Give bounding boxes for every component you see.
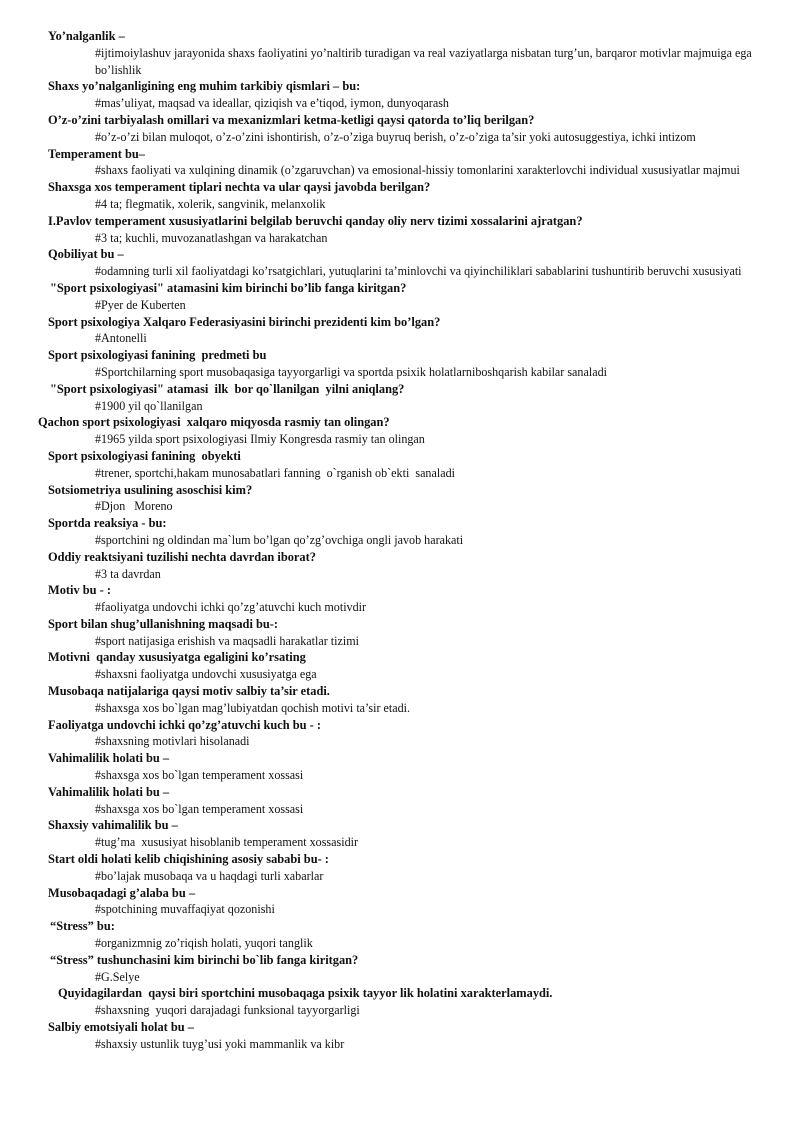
question-text: Qachon sport psixologiyasi xalqaro miqyosda rasmiy tan olingan? xyxy=(38,415,390,430)
qa-item xyxy=(0,78,800,112)
qa-item xyxy=(0,448,800,482)
question-text: Oddiy reaktsiyani tuzilishi nechta davrdan iborat? xyxy=(48,549,316,564)
question-text: “Stress” tushunchasini kim birinchi bo`lib fanga kiritgan? xyxy=(50,952,359,967)
qa-item xyxy=(0,582,800,616)
answer-text: #trener, sportchi,hakam munosabatlari fanning o`rganish ob`ekti sanaladi xyxy=(95,465,455,480)
qa-item xyxy=(0,179,800,213)
question-text: Sport bilan shug’ullanishning maqsadi bu-: xyxy=(48,616,279,631)
answer-text: #mas’uliyat, maqsad va ideallar, qiziqish va e’tiqod, iymon, dunyoqarash xyxy=(95,96,449,111)
answer-text: #1900 yil qo`llanilgan xyxy=(95,398,203,413)
qa-item xyxy=(0,851,800,885)
answer-text: #Djon Moreno xyxy=(95,499,173,514)
answer-text: #shaxsiy ustunlik tuyg’usi yoki mammanlik va kibr xyxy=(95,1036,345,1051)
qa-item xyxy=(0,213,800,247)
question-text: Vahimalilik holati bu – xyxy=(48,751,170,766)
answer-text: #3 ta; kuchli, muvozanatlashgan va harakatchan xyxy=(95,230,328,245)
qa-item xyxy=(0,885,800,919)
question-text: Yo’nalganlik – xyxy=(48,29,125,43)
qa-item xyxy=(0,683,800,717)
question-text: Temperament bu– xyxy=(48,146,145,161)
question-text: Quyidagilardan qaysi biri sportchini musobaqaga psixik tayyor lik holatini xarakterlamaydi. xyxy=(58,986,553,1001)
answer-text: #spotchining muvaffaqiyat qozonishi xyxy=(95,902,275,917)
qa-item xyxy=(0,952,800,986)
question-text: Motivni qanday xususiyatga egaligini ko’rsating xyxy=(48,650,306,665)
answer-text: #sportchini ng oldindan ma`lum bo’lgan qo’zg’ovchiga ongli javob harakati xyxy=(95,532,464,547)
answer-text: #3 ta davrdan xyxy=(95,566,161,581)
question-text: Vahimalilik holati bu – xyxy=(48,784,170,799)
question-text: Qobiliyat bu – xyxy=(48,247,124,262)
answer-text: #odamning turli xil faoliyatdagi ko’rsatgichlari, yutuqlarini ta’minlovchi va qiyinchiliklari sabablarini tushuntirib beruvchi xususiyati xyxy=(95,264,742,279)
question-text: Shaxsiy vahimalilik bu – xyxy=(48,818,178,833)
qa-item xyxy=(0,817,800,851)
answer-text: #shaxsga xos bo`lgan mag’lubiyatdan qochish motivi ta’sir etadi. xyxy=(95,700,411,715)
qa-item xyxy=(0,616,800,650)
answer-text: #bo’lajak musobaqa va u haqdagi turli xabarlar xyxy=(95,868,324,883)
qa-item xyxy=(0,649,800,683)
answer-text: #1965 yilda sport psixologiyasi Ilmiy Kongresda rasmiy tan olingan xyxy=(95,432,425,447)
question-text: Sotsiometriya usulining asoschisi kim? xyxy=(48,482,253,497)
qa-item xyxy=(0,112,800,146)
qa-item xyxy=(0,918,800,952)
question-text: "Sport psixologiyasi" atamasi ilk bor qo`llanilgan yilni aniqlang? xyxy=(50,381,405,396)
qa-item xyxy=(0,515,800,549)
qa-item xyxy=(0,347,800,381)
answer-text: #shaxsning yuqori darajadagi funksional tayyorgarligi xyxy=(95,1003,360,1018)
question-text: Motiv bu - : xyxy=(48,583,111,598)
answer-text: #sport natijasiga erishish va maqsadli harakatlar tizimi xyxy=(95,633,359,648)
qa-item xyxy=(0,1019,800,1053)
question-text: Sport psixologiyasi fanining predmeti bu xyxy=(48,348,267,363)
question-text: Shaxsga xos temperament tiplari nechta va ular qaysi javobda berilgan? xyxy=(48,180,431,195)
qa-item xyxy=(0,482,800,516)
qa-item xyxy=(0,314,800,348)
question-text: Musobaqa natijalariga qaysi motiv salbiy ta’sir etadi. xyxy=(48,684,330,699)
answer-text: #G.Selye xyxy=(95,969,140,984)
question-text: Sport psixologiyasi fanining obyekti xyxy=(48,448,241,463)
question-text: "Sport psixologiyasi" atamasini kim birinchi bo’lib fanga kiritgan? xyxy=(50,280,407,295)
answer-text: #tug’ma xususiyat hisoblanib temperament xossasidir xyxy=(95,835,358,850)
qa-item xyxy=(0,549,800,583)
qa-item xyxy=(0,985,800,1019)
qa-item xyxy=(0,784,800,818)
question-text: Musobaqadagi g’alaba bu – xyxy=(48,885,196,900)
answer-text: #faoliyatga undovchi ichki qo’zg’atuvchi kuch motivdir xyxy=(95,600,367,615)
answer-text: #ijtimoiylashuv jarayonida shaxs faoliyatini yo’naltirib turadigan va real vaziyatlarga nisbatan turg’un, barqaror motivlar majmuiga ega bo’lishlik xyxy=(95,45,755,77)
answer-text: #shaxsni faoliyatga undovchi xususiyatga ega xyxy=(95,667,317,682)
answer-text: #shaxs faoliyati va xulqining dinamik (o’zgaruvchan) va emosional-hissiy tomonlarini xarakterlovchi individual xususiyatlar majmui xyxy=(95,163,740,178)
question-text: Shaxs yo’nalganligining eng muhim tarkibiy qismlari – bu: xyxy=(48,79,361,94)
answer-text: #shaxsga xos bo`lgan temperament xossasi xyxy=(95,768,304,783)
answer-text: #organizmnig zo’riqish holati, yuqori tanglik xyxy=(95,936,313,951)
question-text: “Stress” bu: xyxy=(50,919,115,934)
question-text: I.Pavlov temperament xususiyatlarini belgilab beruvchi qanday oliy nerv tizimi xossalarini ajratgan? xyxy=(48,213,583,228)
answer-text: #Sportchilarning sport musobaqasiga tayyorgarligi va sportda psixik holatlarniboshqarish kabilar sanaladi xyxy=(95,364,607,379)
answer-text: #shaxsning motivlari hisolanadi xyxy=(95,734,250,749)
qa-item xyxy=(0,280,800,314)
qa-item xyxy=(0,717,800,751)
question-text: Sportda reaksiya - bu: xyxy=(48,516,167,531)
answer-text: #Pyer de Kuberten xyxy=(95,297,186,312)
qa-item xyxy=(0,246,800,280)
question-answer-list xyxy=(0,28,800,1053)
answer-text: #shaxsga xos bo`lgan temperament xossasi xyxy=(95,801,304,816)
question-text: Faoliyatga undovchi ichki qo’zg’atuvchi kuch bu - : xyxy=(48,717,321,732)
qa-item xyxy=(0,750,800,784)
question-text: Salbiy emotsiyali holat bu – xyxy=(48,1020,194,1035)
answer-text: #Antonelli xyxy=(95,331,147,346)
question-text: Start oldi holati kelib chiqishining asosiy sababi bu- : xyxy=(48,852,329,867)
answer-text: #o’z-o’zi bilan muloqot, o’z-o’zini ishontirish, o’z-o’ziga buyruq berish, o’z-o’ziga ta’sir yoki autosuggestiya, ichki intizom xyxy=(95,129,696,144)
question-text: Sport psixologiya Xalqaro Federasiyasini birinchi prezidenti kim bo’lgan? xyxy=(48,314,441,329)
qa-item xyxy=(0,146,800,180)
qa-item xyxy=(0,414,800,448)
qa-item xyxy=(0,28,800,78)
answer-text: #4 ta; flegmatik, xolerik, sangvinik, melanxolik xyxy=(95,196,326,211)
question-text: O’z-o’zini tarbiyalash omillari va mexanizmlari ketma-ketligi qaysi qatorda to’liq berilgan? xyxy=(48,112,535,127)
qa-item xyxy=(0,381,800,415)
